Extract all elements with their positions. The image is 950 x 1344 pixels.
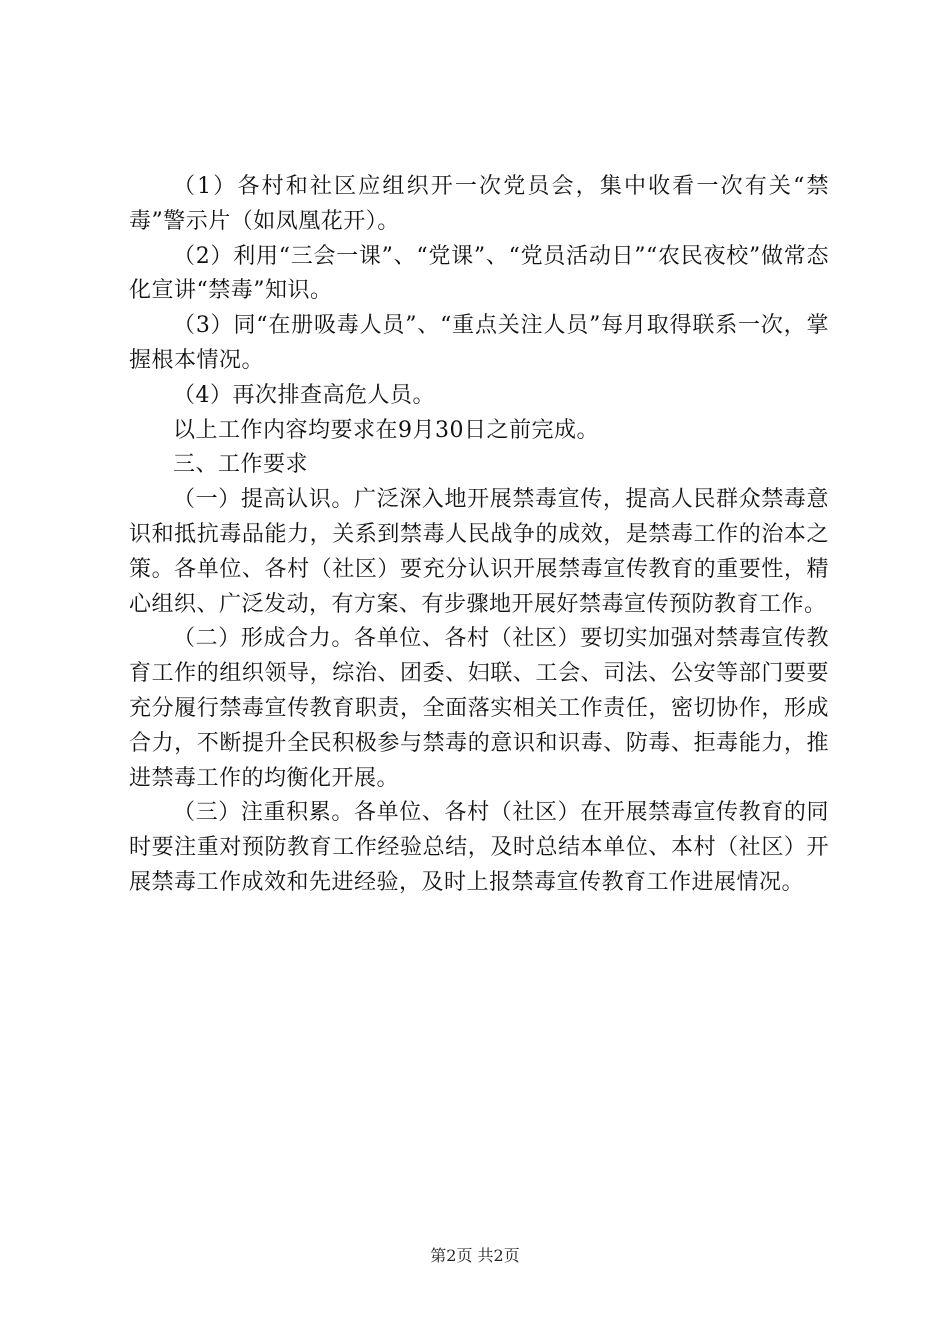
paragraph-item-2: （2）利用“三会一课”、“党课”、“党员活动日”“农民夜校”做常态化宣讲“禁毒”知识。 — [129, 243, 829, 304]
page-number-footer: 第2页 共2页 — [430, 1246, 520, 1265]
section-heading-work-requirements: 三、工作要求 — [173, 452, 309, 478]
requirement-raise-awareness: （一）提高认识。广泛深入地开展禁毒宣传，提高人民群众禁毒意识和抵抗毒品能力，关系到禁毒人民战争的成效，是禁毒工作的治本之策。各单位、各村（社区）要充分认识开展禁毒宣传教育的重要性，精心组织、广泛发动，有方案、有步骤地开展好禁毒宣传预防教育工作。 — [129, 487, 829, 617]
completion-deadline-note: 以上工作内容均要求在9月30日之前完成。 — [173, 417, 599, 443]
requirement-accumulate-experience: （三）注重积累。各单位、各村（社区）在开展禁毒宣传教育的同时要注重对预防教育工作经验总结，及时总结本单位、本村（社区）开展禁毒工作成效和先进经验，及时上报禁毒宣传教育工作进展情况。 — [129, 800, 829, 895]
requirement-form-synergy: （二）形成合力。各单位、各村（社区）要切实加强对禁毒宣传教育工作的组织领导，综治、团委、妇联、工会、司法、公安等部门要要充分履行禁毒宣传教育职责，全面落实相关工作责任，密切协作，形成合力，不断提升全民积极参与禁毒的意识和识毒、防毒、拒毒能力，推进禁毒工作的均衡化开展。 — [129, 626, 829, 791]
paragraph-item-1: （1）各村和社区应组织开一次党员会，集中收看一次有关“禁毒”警示片（如凤凰花开）。 — [129, 174, 829, 234]
document-body — [129, 170, 829, 901]
paragraph-item-3: （3）同“在册吸毒人员”、“重点关注人员”每月取得联系一次，掌握根本情况。 — [129, 313, 829, 373]
paragraph-item-4: （4）再次排查高危人员。 — [173, 382, 435, 408]
